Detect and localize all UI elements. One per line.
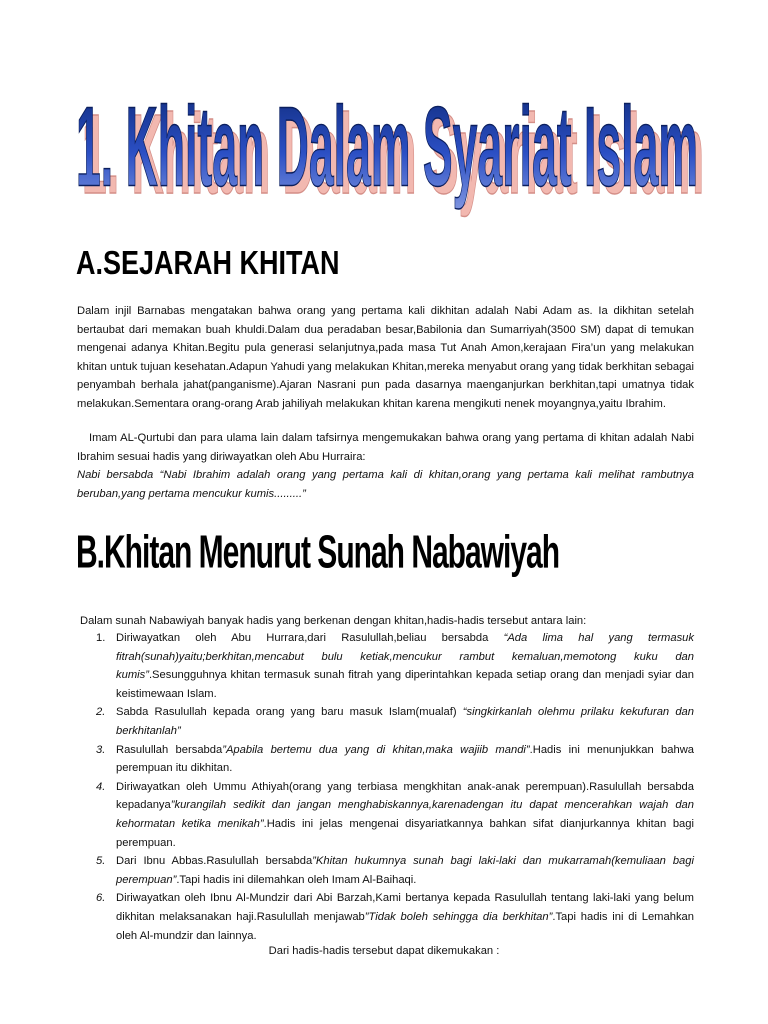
list-item-number: 6.	[96, 892, 106, 905]
section-a-paragraph-1: Dalam injil Barnabas mengatakan bahwa orang yang pertama kali dikhitan adalah Nabi Adam as. Ia dikhitan setelah bertaubat dari memakan buah khuldi.Dalam dua peradaban besar,Babilonia dan Sumarriyah(3500 SM) dapat di temukan mengenai adanya Khitan.Begitu pula generasi selanjutnya,pada masa Tut Anah Amon,kerajaan Fira’un yang melakukan khitan untuk tujuan kesehatan.Adapun Yahudi yang melakukan Khitan,mereka menyabut orang yang tidak berkhitan sebagai penyambah berhala jahat(panganisme).Ajaran Nasrani pun pada dasarnya maenganjurkan berkhitan,tapi umatnya tidak melakukan.Sementara orang-orang Arab jahiliyah melakukan khitan karena mengikuti nenek moyangnya,yaitu Ibrahim.	[77, 305, 694, 410]
list-item-text: Dari Ibnu Abbas.Rasulullah bersabda	[116, 855, 313, 868]
list-item	[92, 741, 694, 778]
list-item	[92, 629, 694, 703]
list-item-number: 5.	[96, 855, 106, 868]
list-item-quote: ”Khitan hukumnya sunah bagi laki-laki dan mukarramah(kemuliaan bagi perempuan”	[116, 855, 694, 886]
section-a-heading: A.SEJARAH KHITAN	[76, 244, 340, 282]
list-item-text: Rasulullah bersabda	[116, 743, 223, 756]
list-item-text: Diriwayatkan oleh Abu Hurrara,dari Rasulullah,beliau bersabda	[116, 632, 504, 644]
section-b-intro: Dalam sunah Nabawiyah banyak hadis yang berkenan dengan khitan,hadis-hadis tersebut antara lain:	[80, 615, 587, 627]
list-item	[92, 778, 694, 852]
list-item-number: 4.	[96, 780, 106, 793]
closing-line: Dari hadis-hadis tersebut dapat dikemukakan :	[268, 945, 500, 957]
list-item	[92, 889, 694, 945]
list-item-text-after: .Hadis ini jelas mengenai disyariatkannya bahkan sifat dianjurkannya khitan bagi perempuan.	[116, 817, 694, 849]
title-extrusion: 1. Khitan Dalam Syariat Islam	[82, 90, 704, 218]
list-item-number: 1.	[96, 632, 106, 644]
hadith-list	[92, 629, 694, 945]
list-item-text: Sabda Rasulullah kepada orang yang baru masuk Islam(mualaf)	[116, 706, 463, 719]
list-item-quote: ”Apabila bertemu dua yang di khitan,maka wajiib mandi”	[222, 743, 530, 756]
list-item-text-after: .Hadis ini menunjukkan bahwa perempuan itu dikhitan.	[116, 743, 694, 775]
section-a-paragraph-2: Imam AL-Qurtubi dan para ulama lain dalam tafsirnya mengemukakan bahwa orang yang pertama di khitan adalah Nabi Ibrahim sesuai hadis yang diriwayatkan oleh Abu Hurraira:	[77, 432, 694, 463]
list-item-text-after: .Tapi hadis ini di Lemahkan oleh Al-mundzir dan lainnya.	[116, 910, 694, 942]
wordart-title	[72, 48, 712, 238]
list-item-text-after: .Sesungguhnya khitan termasuk sunah fitrah yang diperintahkan kepada setiap orang dan menjadi syiar dan keistimewaan Islam.	[116, 669, 694, 700]
list-item	[92, 852, 694, 889]
list-item	[92, 703, 694, 740]
list-item-quote: “singkirkanlah olehmu prilaku kekufuran dan berkhitanlah”	[116, 706, 694, 737]
list-item-number: 2.	[96, 706, 106, 719]
list-item-text: Diriwayatkan oleh Ibnu Al-Mundzir dari Abi Barzah,Kami bertanya kepada Rasulullah tentang laki-laki yang belum dikhitan melaksanakan haji.Rasulullah menjawab	[116, 892, 694, 923]
list-item-quote: “Ada lima hal yang termasuk fitrah(sunah)yaitu;berkhitan,mencabut bulu ketiak,mencukur rambut kemaluan,memotong kuku dan kumis”	[116, 632, 695, 682]
list-item-number: 3.	[96, 743, 106, 756]
list-item-quote: ”kurangilah sedikit dan jangan menghabiskannya,karenadengan itu dapat mencerahkan wajah dan kehormatan ketika menikah”	[116, 799, 694, 830]
list-item-quote: ”Tidak boleh sehingga dia berkhitan”	[364, 910, 553, 923]
wordart-title-graphic	[72, 48, 712, 238]
page-title: 1. Khitan Dalam Syariat Islam	[76, 83, 698, 211]
list-item-text-after: .Tapi hadis ini dilemahkan oleh Imam Al-Baihaqi.	[176, 873, 417, 886]
list-item-text: Diriwayatkan oleh Ummu Athiyah(orang yang terbiasa mengkhitan anak-anak perempuan).Rasulullah bersabda kepadanya	[116, 780, 694, 812]
section-b-heading: B.Khitan Menurut Sunah Nabawiyah	[76, 527, 560, 579]
section-a-quote: Nabi bersabda “Nabi Ibrahim adalah orang yang pertama kali di khitan,orang yang pertama kali melihat rambutnya beruban,yang pertama mencukur kumis.........”	[77, 469, 694, 500]
